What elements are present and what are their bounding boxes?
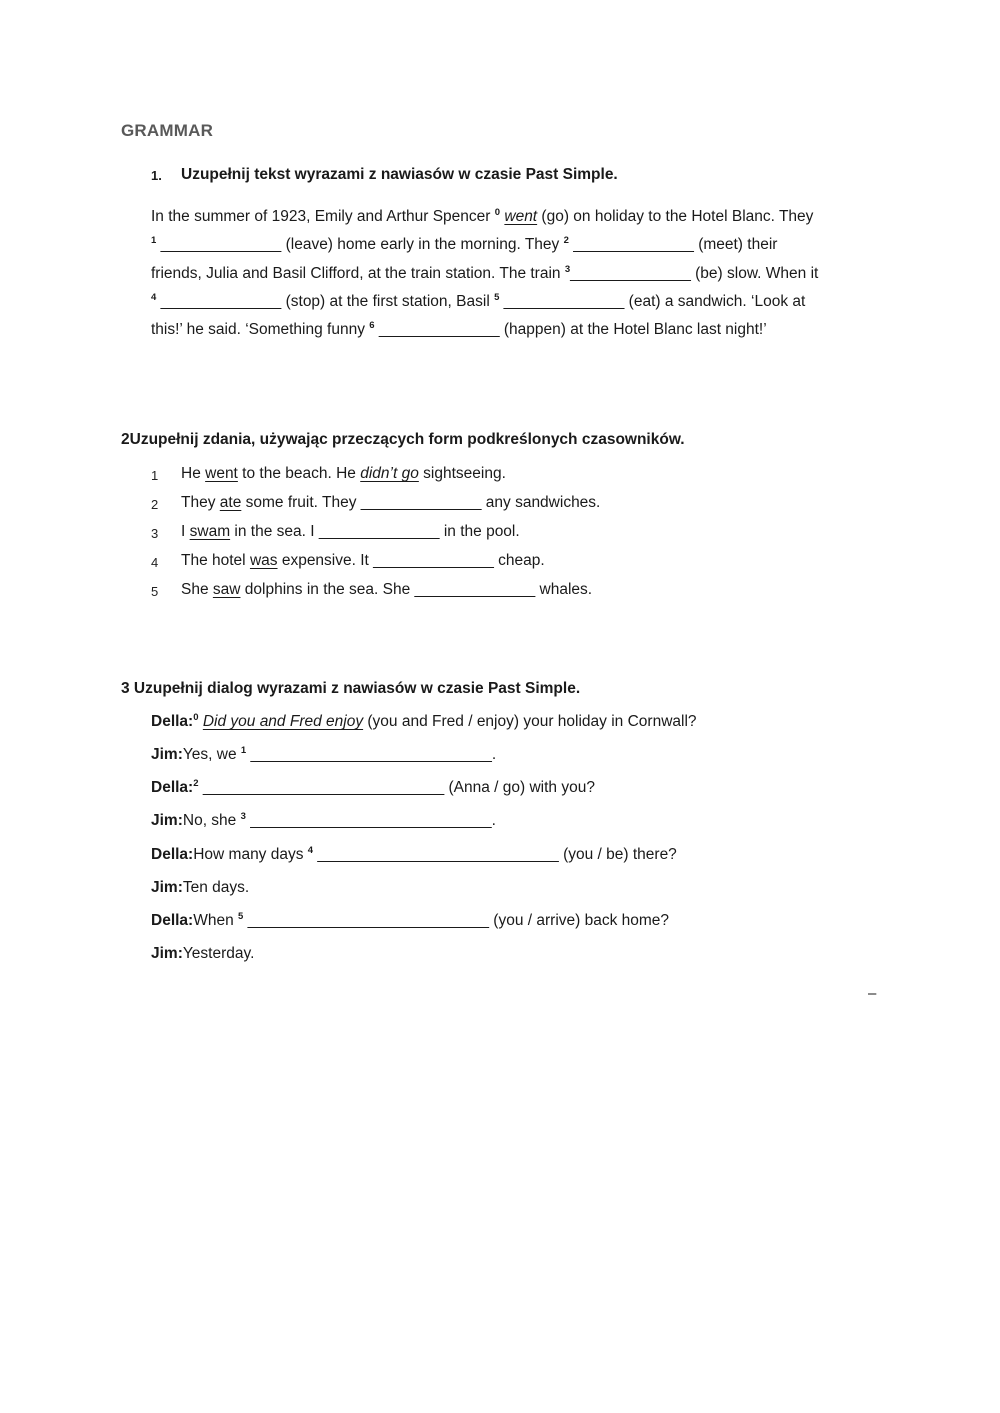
text-segment: (go) on holiday to the Hotel Blanc. They	[537, 208, 814, 225]
text-segment: He	[181, 465, 206, 482]
text-segment: She	[181, 581, 213, 598]
text-segment: ____________________________ (you / be) there?	[313, 846, 677, 863]
item-sentence	[181, 521, 520, 543]
text-segment: No, she	[182, 812, 241, 829]
underlined-verb: saw	[212, 581, 241, 598]
paragraph-line	[151, 206, 891, 234]
text-segment: to the beach. He	[237, 465, 361, 482]
speaker-label: Della:	[151, 779, 194, 796]
exercise-1-number: 1.	[151, 168, 162, 183]
speaker-label: Jim:	[151, 879, 183, 896]
gap-number: 5	[238, 911, 244, 922]
text-segment: ______________ (leave) home early in the morning. They	[156, 236, 564, 254]
text-segment: The hotel	[181, 552, 250, 569]
example-answer: Did you and Fred enjoy	[202, 713, 364, 730]
speaker-label: Jim:	[151, 945, 183, 962]
paragraph-line	[151, 263, 891, 291]
example-answer: went	[504, 208, 538, 225]
text-segment: ____________________________.	[245, 812, 496, 829]
text-segment: When	[193, 912, 239, 929]
text-segment: They	[181, 494, 220, 511]
dialog-line	[151, 777, 595, 799]
text-segment: (you and Fred / enjoy) your holiday in Cornwall?	[363, 713, 697, 730]
gap-number: 3	[564, 263, 571, 275]
text-segment: ____________________________ (you / arrive) back home?	[243, 912, 670, 929]
item-sentence	[181, 579, 592, 601]
section-heading: GRAMMAR	[121, 121, 214, 140]
text-segment: some fruit. They ______________ any sandwiches.	[241, 494, 601, 511]
underlined-verb: was	[249, 552, 278, 569]
gap-number: 5	[494, 291, 500, 303]
underlined-verb: went	[205, 465, 238, 482]
item-number: 5	[151, 584, 159, 599]
item-sentence	[181, 463, 506, 485]
paragraph-line	[151, 319, 891, 347]
footer-mark: –	[868, 985, 877, 1002]
text-segment: friends, Julia and Basil Clifford, at the train station. The train	[151, 264, 565, 282]
text-segment: ______________ (eat) a sandwich. ‘Look at	[499, 292, 806, 310]
speaker-label: Jim:	[151, 746, 183, 763]
gap-number: 2	[193, 778, 199, 789]
underlined-verb: ate	[219, 494, 242, 511]
speaker-label: Della:	[151, 846, 194, 863]
text-segment: sightseeing.	[418, 465, 506, 482]
gap-number: 1	[151, 235, 157, 247]
text-segment: I	[181, 523, 190, 540]
text-segment: How many days	[193, 846, 308, 863]
dialog-line	[151, 744, 496, 766]
item-sentence	[181, 550, 545, 572]
text-segment: ____________________________ (Anna / go) with you?	[198, 779, 595, 796]
dialog-line	[151, 910, 669, 932]
underlined-verb: swam	[189, 523, 231, 540]
text-segment: Yes, we	[182, 746, 241, 763]
text-segment: ______________ (meet) their	[568, 236, 778, 254]
text-segment: in the sea. I ______________ in the pool.	[230, 523, 520, 540]
text-segment: dolphins in the sea. She ______________ whales.	[240, 581, 593, 598]
example-answer: didn’t go	[360, 465, 419, 482]
dialog-line	[151, 810, 496, 832]
paragraph-line	[151, 234, 891, 262]
text-segment: Yesterday.	[182, 945, 255, 962]
item-number: 4	[151, 555, 159, 570]
dialog-line	[151, 877, 249, 899]
speaker-label: Della:	[151, 912, 194, 929]
gap-number: 3	[240, 811, 246, 822]
exercise-1-title: Uzupełnij tekst wyrazami z nawiasów w czasie Past Simple.	[181, 166, 618, 183]
speaker-label: Della:	[151, 713, 194, 730]
gap-number: 6	[369, 320, 375, 332]
text-segment: Ten days.	[182, 879, 250, 896]
gap-number: 4	[307, 845, 314, 856]
gap-number: 2	[563, 235, 569, 247]
item-number: 2	[151, 497, 159, 512]
exercise-1-paragraph	[151, 206, 891, 347]
text-segment: this!’ he said. ‘Something funny	[151, 321, 370, 339]
text-segment: ____________________________.	[246, 746, 497, 763]
dialog-line	[151, 943, 254, 965]
gap-number: 1	[240, 745, 247, 756]
text-segment: expensive. It ______________ cheap.	[277, 552, 545, 569]
speaker-label: Jim:	[151, 812, 183, 829]
gap-number: 0	[193, 712, 199, 723]
text-segment: In the summer of 1923, Emily and Arthur Spencer	[151, 208, 495, 225]
item-sentence	[181, 492, 600, 514]
dialog-line	[151, 844, 677, 866]
item-number: 1	[151, 468, 159, 483]
gap-number: 0	[494, 207, 501, 218]
text-segment: ______________ (stop) at the first station, Basil	[156, 292, 495, 310]
gap-number: 4	[151, 291, 157, 303]
text-segment: ______________ (happen) at the Hotel Blanc last night!’	[374, 321, 767, 339]
item-number: 3	[151, 526, 159, 541]
dialog-line	[151, 711, 697, 733]
exercise-3-title: 3 Uzupełnij dialog wyrazami z nawiasów w czasie Past Simple.	[121, 680, 581, 697]
text-segment: ______________ (be) slow. When it	[570, 264, 819, 282]
paragraph-line	[151, 291, 891, 319]
exercise-2-title: 2Uzupełnij zdania, używając przeczących form podkreślonych czasowników.	[121, 431, 685, 448]
